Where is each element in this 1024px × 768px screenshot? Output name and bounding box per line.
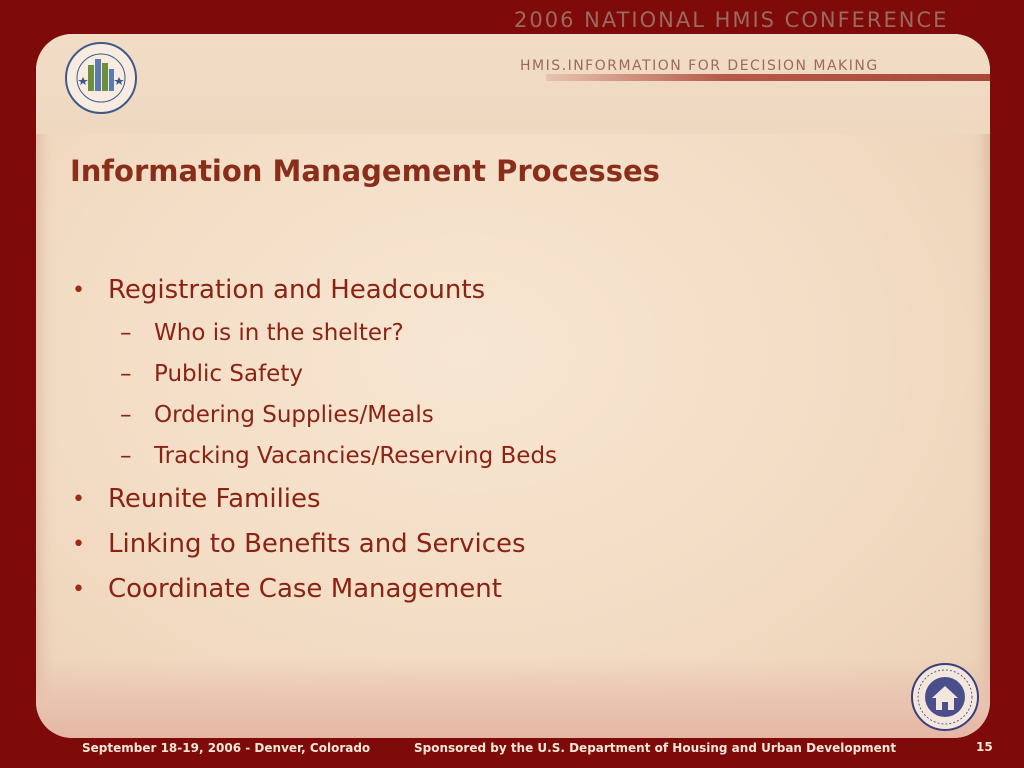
sub-bullet-text: Public Safety bbox=[154, 361, 303, 387]
bullet-text: Coordinate Case Management bbox=[108, 574, 502, 604]
bottom-band bbox=[36, 658, 990, 738]
bullet-text: Registration and Headcounts bbox=[108, 275, 486, 305]
sub-bullet-item bbox=[70, 395, 870, 436]
hud-seal-logo bbox=[64, 41, 138, 115]
sub-bullet-item bbox=[70, 313, 870, 354]
bullet-item bbox=[70, 477, 870, 522]
page-number: 15 bbox=[976, 740, 993, 754]
footer-sponsor: Sponsored by the U.S. Department of Housing and Urban Development bbox=[414, 741, 897, 755]
bullet-item bbox=[70, 522, 870, 567]
sub-bullet-item bbox=[70, 354, 870, 395]
footer-date-location: September 18-19, 2006 - Denver, Colorado bbox=[82, 741, 371, 755]
bullet-item bbox=[70, 268, 870, 313]
sub-bullet-marker: – bbox=[120, 443, 132, 469]
bullet-item bbox=[70, 567, 870, 612]
sub-bullet-text: Tracking Vacancies/Reserving Beds bbox=[154, 443, 558, 469]
sub-bullet-text: Who is in the shelter? bbox=[154, 320, 404, 346]
sub-bullet-marker: – bbox=[120, 402, 132, 428]
sub-bullet-text: Ordering Supplies/Meals bbox=[154, 402, 434, 428]
header-rule bbox=[546, 74, 990, 81]
sub-bullet-item bbox=[70, 436, 870, 477]
bullet-marker: • bbox=[72, 532, 85, 557]
bullet-text: Reunite Families bbox=[108, 484, 321, 514]
header-band bbox=[36, 34, 990, 134]
conference-title: 2006 NATIONAL HMIS CONFERENCE bbox=[514, 8, 949, 32]
conference-subtitle: HMIS.INFORMATION FOR DECISION MAKING bbox=[520, 58, 879, 74]
bullet-marker: • bbox=[72, 487, 85, 512]
slide-title: Information Management Processes bbox=[70, 154, 660, 188]
bullet-marker: • bbox=[72, 577, 85, 602]
bullet-marker: • bbox=[72, 278, 85, 303]
sub-bullet-marker: – bbox=[120, 320, 132, 346]
sub-bullet-marker: – bbox=[120, 361, 132, 387]
bullet-text: Linking to Benefits and Services bbox=[108, 529, 526, 559]
bullet-list bbox=[70, 268, 870, 612]
conference-seal-logo bbox=[910, 662, 980, 732]
